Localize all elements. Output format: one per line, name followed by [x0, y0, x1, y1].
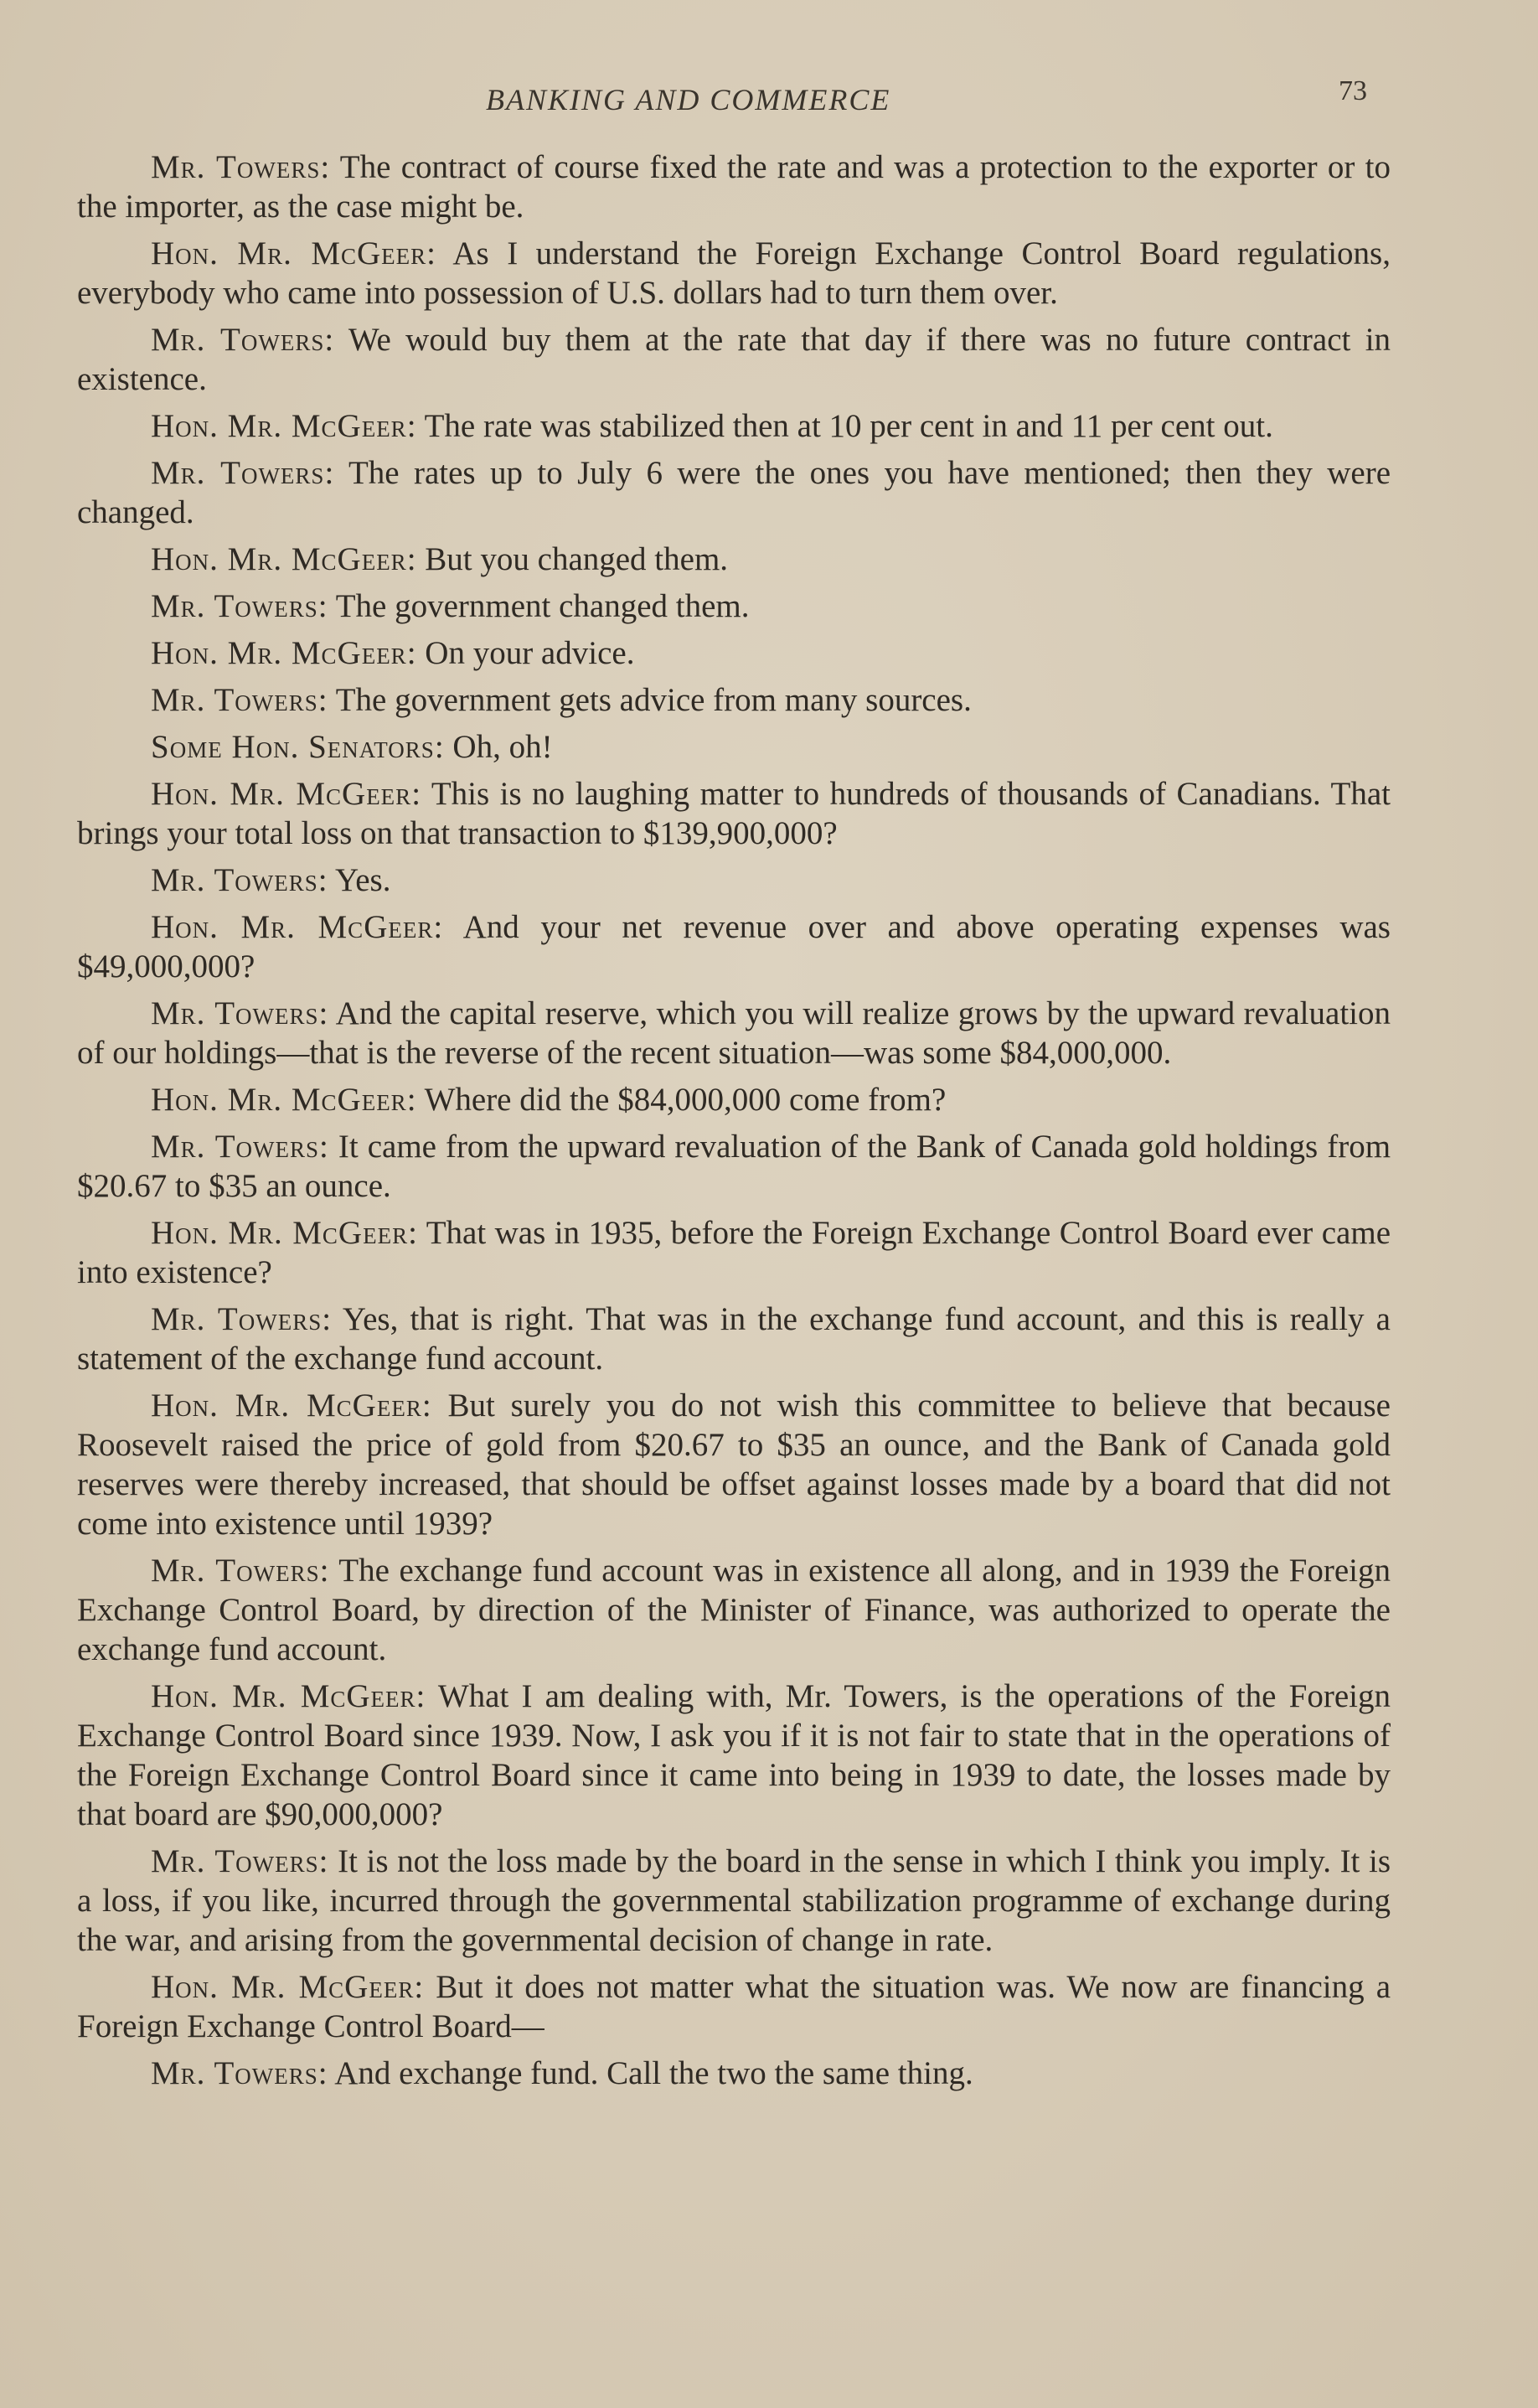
speaker: Mr. Towers:: [151, 455, 335, 491]
speaker: Hon. Mr. McGeer:: [151, 909, 444, 945]
paragraph-text: And exchange fund. Call the two the same thing.: [334, 2055, 973, 2091]
paragraph-text: As I understand the Foreign Exchange Control Board regulations, everybody who came into possession of U.S. dollars had to turn them over.: [77, 235, 1391, 311]
paragraph-text: The rates up to July 6 were the ones you have mentioned; then they were changed.: [77, 455, 1391, 530]
speaker: Mr. Towers:: [151, 588, 328, 624]
paragraph: [77, 1967, 1391, 2046]
paragraph-text: Oh, oh!: [452, 729, 553, 765]
paragraph: [77, 994, 1391, 1072]
speaker: Hon. Mr. McGeer:: [151, 541, 417, 577]
paragraph: [77, 680, 1391, 720]
speaker: Mr. Towers:: [151, 1129, 329, 1165]
speaker: Mr. Towers:: [151, 1843, 329, 1879]
paragraph-text: It is not the loss made by the board in the sense in which I think you imply. It is a loss, if you like, incurred through the governmental stabilization programme of exchange during the war, and arising from the governmental decision of change in rate.: [77, 1843, 1391, 1958]
speaker: Hon. Mr. McGeer:: [151, 1215, 418, 1251]
paragraph: [77, 1677, 1391, 1834]
paragraph: [77, 586, 1391, 626]
speaker: Hon. Mr. McGeer:: [151, 1387, 432, 1424]
speaker: Hon. Mr. McGeer:: [151, 235, 437, 271]
paragraph-text: On your advice.: [425, 635, 635, 671]
speaker: Hon. Mr. McGeer:: [151, 1082, 417, 1118]
speaker: Some Hon. Senators:: [151, 729, 445, 765]
speaker: Mr. Towers:: [151, 322, 335, 358]
paragraph-text: This is no laughing matter to hundreds of thousands of Canadians. That brings your total loss on that transaction to $139,900,000?: [77, 776, 1391, 851]
paragraph: [77, 727, 1391, 767]
speaker: Mr. Towers:: [151, 995, 329, 1031]
paragraph: [77, 1551, 1391, 1669]
transcript-body: [77, 147, 1391, 2101]
paragraph-text: The government gets advice from many sources.: [335, 682, 972, 718]
paragraph-text: The rate was stabilized then at 10 per cent in and 11 per cent out.: [424, 408, 1273, 444]
speaker: Hon. Mr. McGeer:: [151, 776, 422, 812]
paragraph: [77, 1842, 1391, 1960]
paragraph-text: Yes.: [334, 862, 391, 898]
paragraph-text: Where did the $84,000,000 come from?: [424, 1082, 947, 1118]
paragraph-text: The exchange fund account was in existence all along, and in 1939 the Foreign Exchange Control Board, by direction of the Minister of Finance, was authorized to operate the exchange fund account.: [77, 1553, 1391, 1667]
paragraph: [77, 1300, 1391, 1378]
paragraph-text: It came from the upward revaluation of the Bank of Canada gold holdings from $20.67 to $35 an ounce.: [77, 1129, 1391, 1204]
speaker: Mr. Towers:: [151, 1553, 330, 1589]
paragraph: [77, 774, 1391, 853]
running-head: BANKING AND COMMERCE: [486, 83, 891, 116]
paragraph: [77, 1127, 1391, 1206]
paragraph: [77, 2054, 1391, 2093]
paragraph: [77, 1080, 1391, 1119]
speaker: Hon. Mr. McGeer:: [151, 408, 417, 444]
page-number: 73: [1339, 75, 1367, 106]
paragraph: [77, 406, 1391, 446]
speaker: Mr. Towers:: [151, 149, 331, 185]
paragraph-text: The government changed them.: [335, 588, 750, 624]
paragraph-text: And your net revenue over and above operating expenses was $49,000,000?: [77, 909, 1391, 984]
speaker: Hon. Mr. McGeer:: [151, 1969, 425, 2005]
paragraph-text: Yes, that is right. That was in the exchange fund account, and this is really a statement of the exchange fund account.: [77, 1301, 1391, 1377]
paragraph-text: What I am dealing with, Mr. Towers, is the operations of the Foreign Exchange Control Board since 1939. Now, I ask you if it is not fair to state that in the operations of the Foreign Exchange Control Board since it came into being in 1939 to date, the losses made by that board are $90,000,000?: [77, 1678, 1391, 1832]
paragraph-text: The contract of course fixed the rate and was a protection to the exporter or to the importer, as the case might be.: [77, 149, 1391, 225]
paragraph: [77, 1213, 1391, 1292]
speaker: Hon. Mr. McGeer:: [151, 1678, 426, 1714]
paragraph-text: We would buy them at the rate that day if there was no future contract in existence.: [77, 322, 1391, 397]
paragraph-text: That was in 1935, before the Foreign Exchange Control Board ever came into existence?: [77, 1215, 1391, 1290]
paragraph: [77, 234, 1391, 313]
paragraph: [77, 453, 1391, 532]
speaker: Mr. Towers:: [151, 1301, 333, 1337]
paragraph-text: But it does not matter what the situation was. We now are financing a Foreign Exchange Control Board—: [77, 1969, 1391, 2044]
speaker: Hon. Mr. McGeer:: [151, 635, 417, 671]
paragraph: [77, 860, 1391, 900]
speaker: Mr. Towers:: [151, 682, 328, 718]
paragraph: [77, 147, 1391, 226]
paragraph-text: And the capital reserve, which you will realize grows by the upward revaluation of our holdings—that is the reverse of the recent situation—was some $84,000,000.: [77, 995, 1391, 1071]
paragraph-text: But surely you do not wish this committee to believe that because Roosevelt raised the price of gold from $20.67 to $35 an ounce, and the Bank of Canada gold reserves were thereby increased, that should be offset against losses made by a board that did not come into existence until 1939?: [77, 1387, 1391, 1542]
paragraph: [77, 320, 1391, 399]
speaker: Mr. Towers:: [151, 2055, 328, 2091]
speaker: Mr. Towers:: [151, 862, 328, 898]
paragraph-text: But you changed them.: [425, 541, 729, 577]
paragraph: [77, 540, 1391, 579]
paragraph: [77, 907, 1391, 986]
paragraph: [77, 633, 1391, 673]
paragraph: [77, 1386, 1391, 1543]
